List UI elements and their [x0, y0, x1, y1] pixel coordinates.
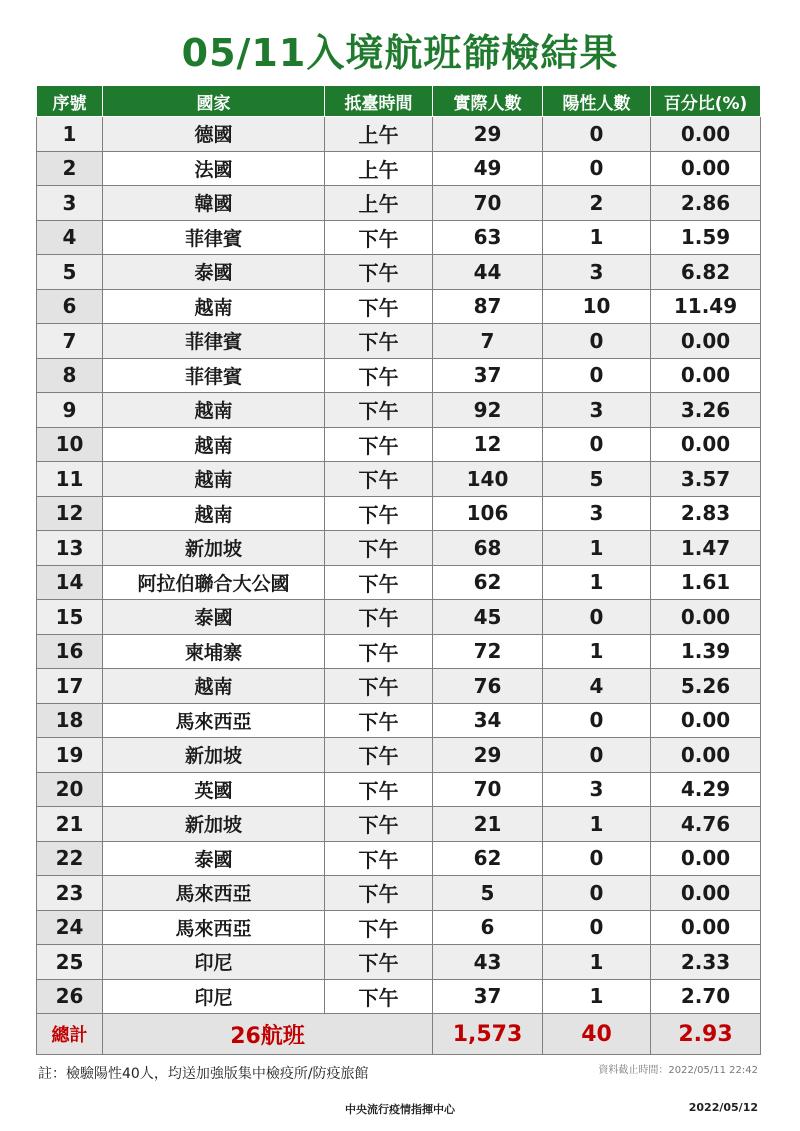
- cell-percent: 0.00: [651, 151, 761, 186]
- cell-country: 越南: [103, 289, 325, 324]
- cell-positive-count: 1: [543, 531, 651, 566]
- cell-arrival-time: 下午: [325, 427, 433, 462]
- cell-index: 22: [37, 841, 103, 876]
- cell-arrival-time: 下午: [325, 220, 433, 255]
- cell-percent: 0.00: [651, 600, 761, 635]
- cell-positive-count: 0: [543, 427, 651, 462]
- cell-positive-count: 10: [543, 289, 651, 324]
- cell-positive-count: 2: [543, 186, 651, 221]
- cell-country: 馬來西亞: [103, 910, 325, 945]
- cell-percent: 1.47: [651, 531, 761, 566]
- cell-actual-count: 43: [433, 945, 543, 980]
- cell-positive-count: 3: [543, 255, 651, 290]
- cell-index: 7: [37, 324, 103, 359]
- cell-index: 8: [37, 358, 103, 393]
- cell-index: 14: [37, 565, 103, 600]
- footnote: 註：檢驗陽性40人，均送加強版集中檢疫所/防疫旅館: [38, 1066, 369, 1082]
- cell-positive-count: 0: [543, 841, 651, 876]
- cell-index: 16: [37, 634, 103, 669]
- cell-country: 泰國: [103, 600, 325, 635]
- cell-positive-count: 0: [543, 910, 651, 945]
- cell-actual-count: 6: [433, 910, 543, 945]
- cell-arrival-time: 下午: [325, 600, 433, 635]
- cell-actual-count: 92: [433, 393, 543, 428]
- cell-arrival-time: 上午: [325, 151, 433, 186]
- table-header-row: [37, 86, 761, 117]
- cell-actual-count: 87: [433, 289, 543, 324]
- header-arrival-time: 抵臺時間: [325, 86, 433, 117]
- footer-organization: 中央流行疫情指揮中心: [345, 1103, 455, 1116]
- cell-country: 法國: [103, 151, 325, 186]
- cell-positive-count: 5: [543, 462, 651, 497]
- cell-positive-count: 1: [543, 807, 651, 842]
- cell-arrival-time: 下午: [325, 669, 433, 704]
- cell-index: 1: [37, 117, 103, 152]
- cell-index: 4: [37, 220, 103, 255]
- cell-arrival-time: 下午: [325, 358, 433, 393]
- table-row: [37, 600, 761, 635]
- cell-percent: 3.26: [651, 393, 761, 428]
- table-body: [37, 117, 761, 1014]
- data-cutoff-time: 資料截止時間：2022/05/11 22:42: [598, 1065, 758, 1076]
- table-row: [37, 910, 761, 945]
- cell-country: 德國: [103, 117, 325, 152]
- cell-index: 9: [37, 393, 103, 428]
- cell-percent: 0.00: [651, 738, 761, 773]
- cell-percent: 0.00: [651, 876, 761, 911]
- cell-index: 20: [37, 772, 103, 807]
- cell-actual-count: 45: [433, 600, 543, 635]
- table-row: [37, 634, 761, 669]
- cell-percent: 1.61: [651, 565, 761, 600]
- cell-positive-count: 3: [543, 393, 651, 428]
- cell-country: 新加坡: [103, 807, 325, 842]
- cell-actual-count: 140: [433, 462, 543, 497]
- cell-actual-count: 21: [433, 807, 543, 842]
- total-label: 總計: [37, 1014, 103, 1055]
- cell-index: 25: [37, 945, 103, 980]
- cell-actual-count: 34: [433, 703, 543, 738]
- cell-country: 越南: [103, 496, 325, 531]
- cell-percent: 6.82: [651, 255, 761, 290]
- cell-index: 26: [37, 979, 103, 1014]
- cell-country: 越南: [103, 393, 325, 428]
- cell-index: 13: [37, 531, 103, 566]
- cell-percent: 0.00: [651, 703, 761, 738]
- cell-positive-count: 3: [543, 772, 651, 807]
- cell-arrival-time: 下午: [325, 531, 433, 566]
- cell-arrival-time: 下午: [325, 841, 433, 876]
- cell-arrival-time: 下午: [325, 289, 433, 324]
- cell-index: 23: [37, 876, 103, 911]
- cell-arrival-time: 下午: [325, 565, 433, 600]
- cell-positive-count: 0: [543, 876, 651, 911]
- cell-index: 10: [37, 427, 103, 462]
- cell-actual-count: 68: [433, 531, 543, 566]
- cell-arrival-time: 下午: [325, 634, 433, 669]
- cell-actual-count: 70: [433, 186, 543, 221]
- table-row: [37, 772, 761, 807]
- total-positive: 40: [543, 1014, 651, 1055]
- cell-country: 馬來西亞: [103, 703, 325, 738]
- cell-country: 菲律賓: [103, 358, 325, 393]
- cell-actual-count: 63: [433, 220, 543, 255]
- total-flights: 26航班: [103, 1014, 433, 1055]
- table-row: [37, 117, 761, 152]
- cell-actual-count: 5: [433, 876, 543, 911]
- cell-actual-count: 12: [433, 427, 543, 462]
- cell-positive-count: 4: [543, 669, 651, 704]
- cell-positive-count: 0: [543, 117, 651, 152]
- cell-percent: 2.86: [651, 186, 761, 221]
- cell-percent: 0.00: [651, 841, 761, 876]
- footer-date: 2022/05/12: [688, 1101, 758, 1114]
- cell-positive-count: 1: [543, 220, 651, 255]
- cell-percent: 11.49: [651, 289, 761, 324]
- cell-actual-count: 37: [433, 358, 543, 393]
- table-row: [37, 945, 761, 980]
- table-row: [37, 876, 761, 911]
- table-row: [37, 289, 761, 324]
- cell-positive-count: 1: [543, 634, 651, 669]
- table-row: [37, 151, 761, 186]
- cell-positive-count: 1: [543, 945, 651, 980]
- cell-percent: 1.39: [651, 634, 761, 669]
- cell-index: 11: [37, 462, 103, 497]
- table-row: [37, 669, 761, 704]
- cell-index: 5: [37, 255, 103, 290]
- cell-arrival-time: 上午: [325, 186, 433, 221]
- cell-country: 新加坡: [103, 531, 325, 566]
- cell-percent: 1.59: [651, 220, 761, 255]
- cell-country: 菲律賓: [103, 324, 325, 359]
- cell-arrival-time: 下午: [325, 772, 433, 807]
- cell-actual-count: 76: [433, 669, 543, 704]
- table-row: [37, 841, 761, 876]
- total-actual: 1,573: [433, 1014, 543, 1055]
- cell-arrival-time: 下午: [325, 979, 433, 1014]
- cell-actual-count: 62: [433, 565, 543, 600]
- cell-percent: 4.29: [651, 772, 761, 807]
- cell-arrival-time: 上午: [325, 117, 433, 152]
- cell-arrival-time: 下午: [325, 496, 433, 531]
- cell-arrival-time: 下午: [325, 255, 433, 290]
- table-row: [37, 565, 761, 600]
- cell-arrival-time: 下午: [325, 393, 433, 428]
- cell-country: 越南: [103, 462, 325, 497]
- cell-index: 21: [37, 807, 103, 842]
- cell-arrival-time: 下午: [325, 876, 433, 911]
- cell-country: 印尼: [103, 979, 325, 1014]
- cell-country: 阿拉伯聯合大公國: [103, 565, 325, 600]
- cell-percent: 0.00: [651, 358, 761, 393]
- table-row: [37, 703, 761, 738]
- cell-actual-count: 29: [433, 738, 543, 773]
- cell-actual-count: 62: [433, 841, 543, 876]
- cell-actual-count: 106: [433, 496, 543, 531]
- cell-percent: 0.00: [651, 427, 761, 462]
- table-row: [37, 427, 761, 462]
- cell-index: 19: [37, 738, 103, 773]
- cell-actual-count: 49: [433, 151, 543, 186]
- cell-percent: 2.70: [651, 979, 761, 1014]
- header-country: 國家: [103, 86, 325, 117]
- cell-index: 17: [37, 669, 103, 704]
- cell-positive-count: 0: [543, 151, 651, 186]
- cell-percent: 2.33: [651, 945, 761, 980]
- cell-index: 12: [37, 496, 103, 531]
- cell-actual-count: 70: [433, 772, 543, 807]
- cell-arrival-time: 下午: [325, 807, 433, 842]
- cell-positive-count: 0: [543, 703, 651, 738]
- header-positive-count: 陽性人數: [543, 86, 651, 117]
- table-row: [37, 393, 761, 428]
- table-row: [37, 186, 761, 221]
- cell-percent: 3.57: [651, 462, 761, 497]
- cell-index: 6: [37, 289, 103, 324]
- cell-country: 柬埔寨: [103, 634, 325, 669]
- header-index: 序號: [37, 86, 103, 117]
- cell-actual-count: 37: [433, 979, 543, 1014]
- screening-results-table: [36, 85, 761, 1055]
- cell-arrival-time: 下午: [325, 910, 433, 945]
- cell-positive-count: 0: [543, 600, 651, 635]
- table-row: [37, 738, 761, 773]
- cell-arrival-time: 下午: [325, 945, 433, 980]
- cell-actual-count: 7: [433, 324, 543, 359]
- cell-index: 2: [37, 151, 103, 186]
- cell-percent: 0.00: [651, 910, 761, 945]
- table-row: [37, 324, 761, 359]
- cell-positive-count: 0: [543, 324, 651, 359]
- cell-actual-count: 29: [433, 117, 543, 152]
- total-percent: 2.93: [651, 1014, 761, 1055]
- cell-country: 泰國: [103, 255, 325, 290]
- table-row: [37, 358, 761, 393]
- total-row: [37, 1014, 761, 1055]
- cell-index: 15: [37, 600, 103, 635]
- table-row: [37, 807, 761, 842]
- cell-percent: 0.00: [651, 117, 761, 152]
- page-title: 05/11入境航班篩檢結果: [181, 31, 619, 75]
- cell-percent: 2.83: [651, 496, 761, 531]
- header-actual-count: 實際人數: [433, 86, 543, 117]
- cell-country: 馬來西亞: [103, 876, 325, 911]
- cell-percent: 4.76: [651, 807, 761, 842]
- cell-positive-count: 0: [543, 358, 651, 393]
- cell-country: 韓國: [103, 186, 325, 221]
- cell-country: 越南: [103, 427, 325, 462]
- cell-positive-count: 0: [543, 738, 651, 773]
- cell-index: 18: [37, 703, 103, 738]
- table-row: [37, 255, 761, 290]
- cell-country: 越南: [103, 669, 325, 704]
- cell-index: 24: [37, 910, 103, 945]
- cell-positive-count: 1: [543, 565, 651, 600]
- cell-country: 新加坡: [103, 738, 325, 773]
- table-row: [37, 462, 761, 497]
- header-percent: 百分比(%): [651, 86, 761, 117]
- cell-actual-count: 72: [433, 634, 543, 669]
- cell-country: 泰國: [103, 841, 325, 876]
- table-row: [37, 979, 761, 1014]
- cell-index: 3: [37, 186, 103, 221]
- cell-country: 印尼: [103, 945, 325, 980]
- cell-positive-count: 3: [543, 496, 651, 531]
- table-row: [37, 531, 761, 566]
- cell-country: 菲律賓: [103, 220, 325, 255]
- table-row: [37, 220, 761, 255]
- cell-percent: 0.00: [651, 324, 761, 359]
- cell-percent: 5.26: [651, 669, 761, 704]
- cell-arrival-time: 下午: [325, 324, 433, 359]
- cell-positive-count: 1: [543, 979, 651, 1014]
- cell-actual-count: 44: [433, 255, 543, 290]
- table-row: [37, 496, 761, 531]
- cell-arrival-time: 下午: [325, 738, 433, 773]
- cell-arrival-time: 下午: [325, 462, 433, 497]
- cell-arrival-time: 下午: [325, 703, 433, 738]
- cell-country: 英國: [103, 772, 325, 807]
